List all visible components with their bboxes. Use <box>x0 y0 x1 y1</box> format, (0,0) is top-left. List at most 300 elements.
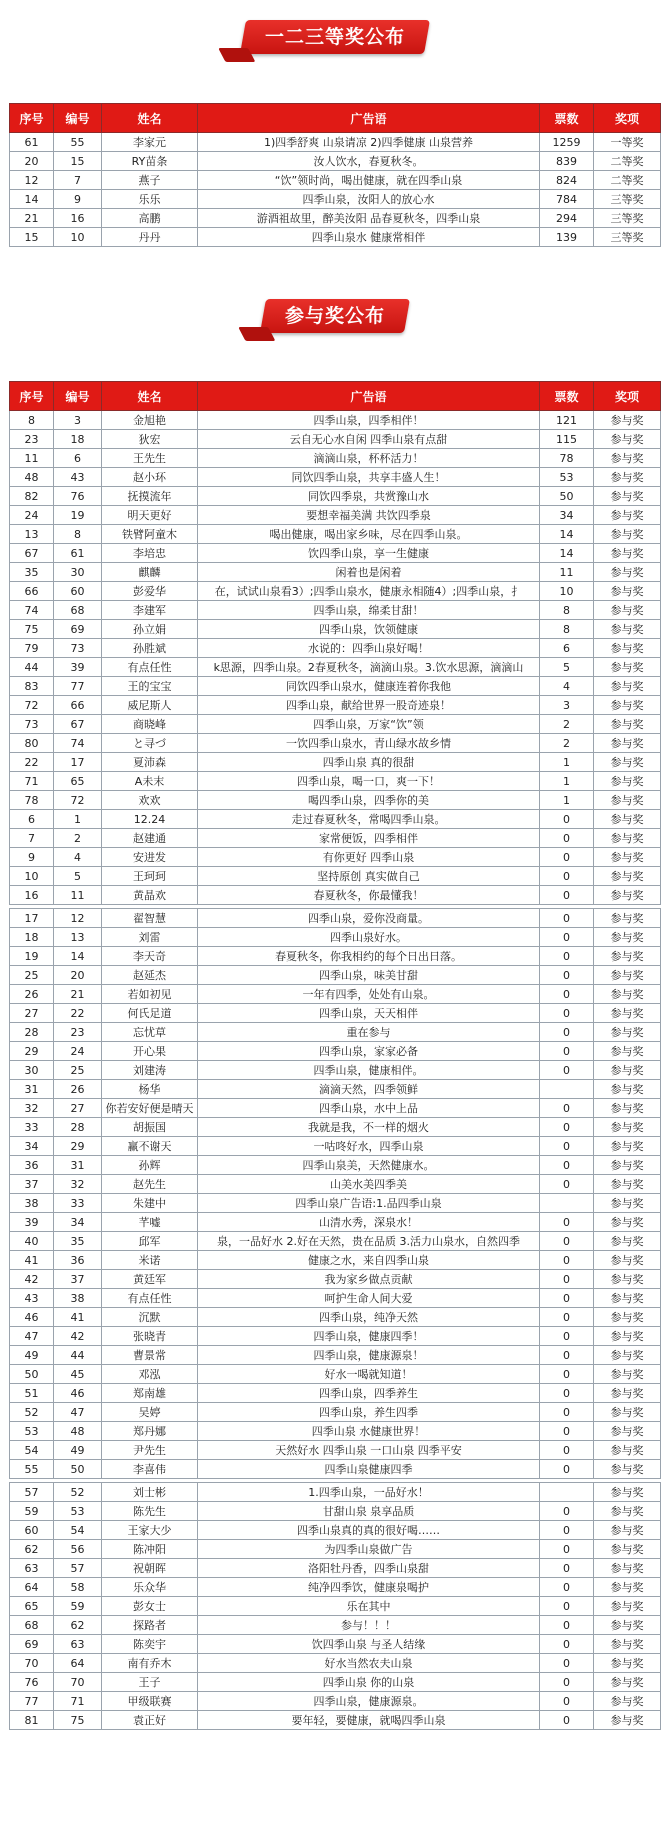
cell-name: 刘士彬 <box>102 1483 198 1502</box>
participants-table <box>9 381 661 1730</box>
cell-award: 参与奖 <box>594 563 661 582</box>
cell-slogan: 四季山泉 真的很甜 <box>198 753 540 772</box>
cell-award: 参与奖 <box>594 810 661 829</box>
cell-slogan: 四季山泉，养生四季 <box>198 1403 540 1422</box>
table-row <box>10 810 661 829</box>
table-row <box>10 133 661 152</box>
cell-votes: 0 <box>540 1175 594 1194</box>
cell-votes: 0 <box>540 1365 594 1384</box>
cell-award: 参与奖 <box>594 1578 661 1597</box>
cell-slogan: 游酒祖故里，醉美汝阳 品春夏秋冬，四季山泉 <box>198 209 540 228</box>
cell-number: 54 <box>54 1521 102 1540</box>
cell-rank: 30 <box>10 1061 54 1080</box>
table-row <box>10 1502 661 1521</box>
cell-rank: 42 <box>10 1270 54 1289</box>
cell-name: 乐乐 <box>102 190 198 209</box>
column-header: 序号 <box>10 104 54 133</box>
cell-number: 9 <box>54 190 102 209</box>
cell-number: 6 <box>54 449 102 468</box>
cell-number: 61 <box>54 544 102 563</box>
cell-award: 参与奖 <box>594 1023 661 1042</box>
table-row <box>10 582 661 601</box>
cell-number: 67 <box>54 715 102 734</box>
cell-votes: 0 <box>540 1042 594 1061</box>
cell-votes: 0 <box>540 1460 594 1479</box>
cell-number: 5 <box>54 867 102 886</box>
column-header: 广告语 <box>198 382 540 411</box>
cell-slogan: 汝人饮水，春夏秋冬。 <box>198 152 540 171</box>
cell-votes: 14 <box>540 525 594 544</box>
cell-award: 参与奖 <box>594 772 661 791</box>
cell-number: 20 <box>54 966 102 985</box>
cell-name: 若如初见 <box>102 985 198 1004</box>
cell-slogan: 纯净四季饮，健康泉喝护 <box>198 1578 540 1597</box>
cell-rank: 36 <box>10 1156 54 1175</box>
cell-votes: 0 <box>540 1023 594 1042</box>
table-row <box>10 1042 661 1061</box>
winners-table <box>9 103 661 247</box>
table-row <box>10 1327 661 1346</box>
cell-slogan: 四季山泉，健康源泉！ <box>198 1346 540 1365</box>
cell-votes: 0 <box>540 1654 594 1673</box>
cell-slogan: 好水一喝就知道！ <box>198 1365 540 1384</box>
cell-rank: 53 <box>10 1422 54 1441</box>
column-header: 广告语 <box>198 104 540 133</box>
cell-votes: 0 <box>540 1308 594 1327</box>
cell-name: 彭女士 <box>102 1597 198 1616</box>
cell-award: 参与奖 <box>594 1711 661 1730</box>
cell-slogan: 泉，一品好水 2.好在天然，贵在品质 3.活力山泉水，自然四季 <box>198 1232 540 1251</box>
cell-award: 参与奖 <box>594 1559 661 1578</box>
cell-award: 参与奖 <box>594 928 661 947</box>
cell-rank: 29 <box>10 1042 54 1061</box>
column-header: 编号 <box>54 382 102 411</box>
cell-number: 39 <box>54 658 102 677</box>
cell-votes <box>540 1483 594 1502</box>
cell-rank: 61 <box>10 133 54 152</box>
cell-number: 32 <box>54 1175 102 1194</box>
cell-name: 赵小环 <box>102 468 198 487</box>
cell-name: 刘建涛 <box>102 1061 198 1080</box>
cell-name: 王家大少 <box>102 1521 198 1540</box>
cell-name: 王先生 <box>102 449 198 468</box>
table-row <box>10 1559 661 1578</box>
cell-rank: 22 <box>10 753 54 772</box>
cell-number: 28 <box>54 1118 102 1137</box>
cell-slogan: 闲着也是闲着 <box>198 563 540 582</box>
cell-number: 25 <box>54 1061 102 1080</box>
table-row <box>10 468 661 487</box>
cell-votes: 0 <box>540 1635 594 1654</box>
cell-votes: 2 <box>540 715 594 734</box>
cell-number: 48 <box>54 1422 102 1441</box>
cell-slogan: 四季山泉，爱你没商量。 <box>198 909 540 928</box>
cell-votes: 50 <box>540 487 594 506</box>
cell-name: と寻づ <box>102 734 198 753</box>
table-row <box>10 1023 661 1042</box>
cell-rank: 57 <box>10 1483 54 1502</box>
cell-name: 李天奇 <box>102 947 198 966</box>
table-row <box>10 1483 661 1502</box>
cell-slogan: 要年轻，要健康，就喝四季山泉 <box>198 1711 540 1730</box>
cell-name: 李喜伟 <box>102 1460 198 1479</box>
cell-name: 金旭艳 <box>102 411 198 430</box>
cell-rank: 12 <box>10 171 54 190</box>
cell-slogan: k思源，四季山泉。2春夏秋冬，滴滴山泉。3.饮水思源，滴滴山 <box>198 658 540 677</box>
table-row <box>10 848 661 867</box>
cell-slogan: 要想幸福美满 共饮四季泉 <box>198 506 540 525</box>
cell-number: 44 <box>54 1346 102 1365</box>
cell-name: 铁臂阿童木 <box>102 525 198 544</box>
cell-name: 有点任性 <box>102 1289 198 1308</box>
cell-number: 3 <box>54 411 102 430</box>
cell-rank: 49 <box>10 1346 54 1365</box>
cell-rank: 72 <box>10 696 54 715</box>
cell-number: 77 <box>54 677 102 696</box>
cell-slogan: 四季山泉，味美甘甜 <box>198 966 540 985</box>
cell-votes <box>540 1080 594 1099</box>
cell-number: 10 <box>54 228 102 247</box>
cell-rank: 70 <box>10 1654 54 1673</box>
cell-votes: 0 <box>540 947 594 966</box>
cell-award: 参与奖 <box>594 525 661 544</box>
cell-number: 17 <box>54 753 102 772</box>
cell-slogan: 天然好水 四季山泉 一口山泉 四季平安 <box>198 1441 540 1460</box>
table-row <box>10 1270 661 1289</box>
cell-rank: 10 <box>10 867 54 886</box>
cell-name: 袁正好 <box>102 1711 198 1730</box>
cell-votes: 0 <box>540 985 594 1004</box>
cell-name: 何氏足道 <box>102 1004 198 1023</box>
cell-award: 参与奖 <box>594 411 661 430</box>
cell-award: 参与奖 <box>594 487 661 506</box>
cell-votes: 3 <box>540 696 594 715</box>
cell-slogan: 四季山泉，水中上品 <box>198 1099 540 1118</box>
cell-votes: 1 <box>540 791 594 810</box>
cell-name: 孙辉 <box>102 1156 198 1175</box>
cell-slogan: 四季山泉，纯净天然 <box>198 1308 540 1327</box>
cell-votes: 0 <box>540 1578 594 1597</box>
cell-rank: 71 <box>10 772 54 791</box>
cell-slogan: 四季山泉，饮领健康 <box>198 620 540 639</box>
table-row <box>10 1441 661 1460</box>
cell-award: 参与奖 <box>594 1365 661 1384</box>
table-row <box>10 1289 661 1308</box>
cell-award: 参与奖 <box>594 468 661 487</box>
cell-rank: 63 <box>10 1559 54 1578</box>
cell-votes: 0 <box>540 1422 594 1441</box>
cell-slogan: 饮四季山泉，享一生健康 <box>198 544 540 563</box>
cell-slogan: 滴滴山泉，杯杯活力！ <box>198 449 540 468</box>
cell-rank: 28 <box>10 1023 54 1042</box>
table-row <box>10 1422 661 1441</box>
table-row <box>10 1654 661 1673</box>
cell-award: 二等奖 <box>594 171 661 190</box>
cell-award: 参与奖 <box>594 886 661 905</box>
cell-number: 34 <box>54 1213 102 1232</box>
cell-number: 60 <box>54 582 102 601</box>
cell-votes: 0 <box>540 829 594 848</box>
cell-number: 2 <box>54 829 102 848</box>
cell-rank: 51 <box>10 1384 54 1403</box>
cell-rank: 20 <box>10 152 54 171</box>
cell-rank: 14 <box>10 190 54 209</box>
table-row <box>10 1460 661 1479</box>
banner-ribbon <box>260 299 410 333</box>
cell-number: 50 <box>54 1460 102 1479</box>
cell-award: 参与奖 <box>594 1460 661 1479</box>
cell-rank: 26 <box>10 985 54 1004</box>
table-row <box>10 1597 661 1616</box>
cell-votes: 0 <box>540 1346 594 1365</box>
cell-votes: 0 <box>540 848 594 867</box>
cell-name: 张晓青 <box>102 1327 198 1346</box>
cell-award: 参与奖 <box>594 544 661 563</box>
cell-rank: 16 <box>10 886 54 905</box>
cell-award: 参与奖 <box>594 677 661 696</box>
table-row <box>10 1251 661 1270</box>
cell-name: 陈先生 <box>102 1502 198 1521</box>
table-row <box>10 966 661 985</box>
cell-slogan: 一饮四季山泉水，青山绿水故乡情 <box>198 734 540 753</box>
cell-name: 吴婷 <box>102 1403 198 1422</box>
table-row <box>10 909 661 928</box>
cell-name: 高鹏 <box>102 209 198 228</box>
cell-slogan: 四季山泉，汝阳人的放心水 <box>198 190 540 209</box>
cell-name: 威尼斯人 <box>102 696 198 715</box>
cell-award: 参与奖 <box>594 1597 661 1616</box>
table-row <box>10 563 661 582</box>
table-row <box>10 506 661 525</box>
table-row <box>10 791 661 810</box>
cell-rank: 47 <box>10 1327 54 1346</box>
cell-slogan: 四季山泉 水健康世界！ <box>198 1422 540 1441</box>
table-row <box>10 1061 661 1080</box>
cell-award: 参与奖 <box>594 1270 661 1289</box>
cell-award: 参与奖 <box>594 909 661 928</box>
table-row <box>10 1308 661 1327</box>
cell-number: 64 <box>54 1654 102 1673</box>
cell-award: 参与奖 <box>594 1483 661 1502</box>
column-header: 票数 <box>540 382 594 411</box>
cell-slogan: 山清水秀，深泉水！ <box>198 1213 540 1232</box>
cell-number: 1 <box>54 810 102 829</box>
cell-number: 27 <box>54 1099 102 1118</box>
cell-award: 参与奖 <box>594 1346 661 1365</box>
cell-name: 朱建中 <box>102 1194 198 1213</box>
cell-slogan: 重在参与 <box>198 1023 540 1042</box>
cell-number: 29 <box>54 1137 102 1156</box>
cell-award: 一等奖 <box>594 133 661 152</box>
table-row <box>10 1080 661 1099</box>
cell-rank: 18 <box>10 928 54 947</box>
ribbon-fold <box>238 327 275 341</box>
cell-rank: 81 <box>10 1711 54 1730</box>
cell-award: 参与奖 <box>594 791 661 810</box>
cell-award: 参与奖 <box>594 1327 661 1346</box>
cell-award: 参与奖 <box>594 1156 661 1175</box>
table-row <box>10 487 661 506</box>
cell-rank: 41 <box>10 1251 54 1270</box>
cell-name: 有点任性 <box>102 658 198 677</box>
cell-slogan: 四季山泉，四季养生 <box>198 1384 540 1403</box>
cell-award: 参与奖 <box>594 1004 661 1023</box>
cell-votes: 14 <box>540 544 594 563</box>
cell-name: 狄宏 <box>102 430 198 449</box>
cell-slogan: 四季山泉，万家“饮”领 <box>198 715 540 734</box>
table-header-row <box>10 104 661 133</box>
cell-rank: 40 <box>10 1232 54 1251</box>
cell-slogan: 四季山泉，献给世界一股奇迹泉！ <box>198 696 540 715</box>
cell-votes: 0 <box>540 909 594 928</box>
table-row <box>10 449 661 468</box>
section-banner-1 <box>243 14 427 60</box>
cell-name: 曹景常 <box>102 1346 198 1365</box>
cell-rank: 75 <box>10 620 54 639</box>
cell-number: 13 <box>54 928 102 947</box>
cell-number: 57 <box>54 1559 102 1578</box>
cell-votes: 0 <box>540 1118 594 1137</box>
cell-slogan: 云自无心水自闲 四季山泉有点甜 <box>198 430 540 449</box>
cell-name: 孙立娟 <box>102 620 198 639</box>
cell-award: 参与奖 <box>594 829 661 848</box>
cell-slogan: 一年有四季，处处有山泉。 <box>198 985 540 1004</box>
ribbon-fold <box>218 48 255 62</box>
cell-number: 45 <box>54 1365 102 1384</box>
column-header: 奖项 <box>594 382 661 411</box>
cell-votes: 784 <box>540 190 594 209</box>
cell-votes: 0 <box>540 1521 594 1540</box>
table-row <box>10 1194 661 1213</box>
cell-rank: 37 <box>10 1175 54 1194</box>
cell-award: 参与奖 <box>594 1137 661 1156</box>
cell-slogan: 四季山泉健康四季 <box>198 1460 540 1479</box>
cell-slogan: 1)四季舒爽 山泉请凉 2)四季健康 山泉营养 <box>198 133 540 152</box>
table-row <box>10 1692 661 1711</box>
cell-award: 参与奖 <box>594 1616 661 1635</box>
cell-award: 参与奖 <box>594 1099 661 1118</box>
table-row <box>10 1099 661 1118</box>
cell-slogan: 一咕咚好水，四季山泉 <box>198 1137 540 1156</box>
cell-rank: 6 <box>10 810 54 829</box>
cell-number: 70 <box>54 1673 102 1692</box>
cell-name: 祝朝晖 <box>102 1559 198 1578</box>
cell-rank: 39 <box>10 1213 54 1232</box>
table-row <box>10 525 661 544</box>
cell-rank: 21 <box>10 209 54 228</box>
cell-votes: 294 <box>540 209 594 228</box>
cell-votes: 139 <box>540 228 594 247</box>
banner-ribbon <box>240 20 430 54</box>
table-row <box>10 1232 661 1251</box>
cell-rank: 8 <box>10 411 54 430</box>
cell-name: 明天更好 <box>102 506 198 525</box>
cell-name: 欢欢 <box>102 791 198 810</box>
cell-number: 43 <box>54 468 102 487</box>
cell-name: 忘忧草 <box>102 1023 198 1042</box>
cell-slogan: 我就是我，不一样的烟火 <box>198 1118 540 1137</box>
table-row <box>10 1521 661 1540</box>
cell-number: 37 <box>54 1270 102 1289</box>
cell-votes: 1259 <box>540 133 594 152</box>
cell-number: 72 <box>54 791 102 810</box>
cell-number: 59 <box>54 1597 102 1616</box>
section-title: 参与奖公布 <box>284 305 386 327</box>
cell-votes: 8 <box>540 620 594 639</box>
table-row <box>10 1346 661 1365</box>
cell-award: 参与奖 <box>594 1673 661 1692</box>
cell-number: 14 <box>54 947 102 966</box>
cell-slogan: 我为家乡做点贡献 <box>198 1270 540 1289</box>
cell-name: 芊嘘 <box>102 1213 198 1232</box>
cell-rank: 77 <box>10 1692 54 1711</box>
cell-votes: 824 <box>540 171 594 190</box>
cell-slogan: 四季山泉 你的山泉 <box>198 1673 540 1692</box>
cell-rank: 59 <box>10 1502 54 1521</box>
cell-slogan: 乐在其中 <box>198 1597 540 1616</box>
cell-votes: 0 <box>540 867 594 886</box>
cell-number: 31 <box>54 1156 102 1175</box>
cell-number: 33 <box>54 1194 102 1213</box>
cell-votes: 115 <box>540 430 594 449</box>
cell-votes: 0 <box>540 1692 594 1711</box>
cell-rank: 50 <box>10 1365 54 1384</box>
table-row <box>10 1137 661 1156</box>
cell-number: 26 <box>54 1080 102 1099</box>
cell-name: 你若安好便是晴天 <box>102 1099 198 1118</box>
cell-name: 甲级联赛 <box>102 1692 198 1711</box>
cell-number: 71 <box>54 1692 102 1711</box>
cell-name: 杨华 <box>102 1080 198 1099</box>
cell-award: 参与奖 <box>594 1213 661 1232</box>
cell-award: 参与奖 <box>594 1441 661 1460</box>
cell-rank: 25 <box>10 966 54 985</box>
cell-rank: 38 <box>10 1194 54 1213</box>
cell-votes: 0 <box>540 810 594 829</box>
cell-rank: 27 <box>10 1004 54 1023</box>
cell-award: 参与奖 <box>594 753 661 772</box>
column-header: 姓名 <box>102 382 198 411</box>
cell-name: 郑南雄 <box>102 1384 198 1403</box>
cell-rank: 80 <box>10 734 54 753</box>
cell-award: 参与奖 <box>594 506 661 525</box>
cell-name: 王珂珂 <box>102 867 198 886</box>
cell-number: 16 <box>54 209 102 228</box>
cell-number: 23 <box>54 1023 102 1042</box>
cell-number: 21 <box>54 985 102 1004</box>
cell-number: 19 <box>54 506 102 525</box>
cell-slogan: 1.四季山泉，一品好水！ <box>198 1483 540 1502</box>
cell-slogan: 坚持原创 真实做自己 <box>198 867 540 886</box>
cell-award: 参与奖 <box>594 449 661 468</box>
column-header: 序号 <box>10 382 54 411</box>
cell-rank: 43 <box>10 1289 54 1308</box>
cell-award: 参与奖 <box>594 1521 661 1540</box>
cell-rank: 9 <box>10 848 54 867</box>
cell-slogan: 滴滴天然，四季领鲜 <box>198 1080 540 1099</box>
cell-rank: 24 <box>10 506 54 525</box>
cell-slogan: 四季山泉好水。 <box>198 928 540 947</box>
cell-rank: 73 <box>10 715 54 734</box>
table-row <box>10 696 661 715</box>
cell-votes: 0 <box>540 1270 594 1289</box>
cell-rank: 60 <box>10 1521 54 1540</box>
cell-name: 李培忠 <box>102 544 198 563</box>
cell-award: 三等奖 <box>594 228 661 247</box>
cell-number: 75 <box>54 1711 102 1730</box>
cell-slogan: 水说的：四季山泉好喝！ <box>198 639 540 658</box>
cell-votes: 1 <box>540 753 594 772</box>
